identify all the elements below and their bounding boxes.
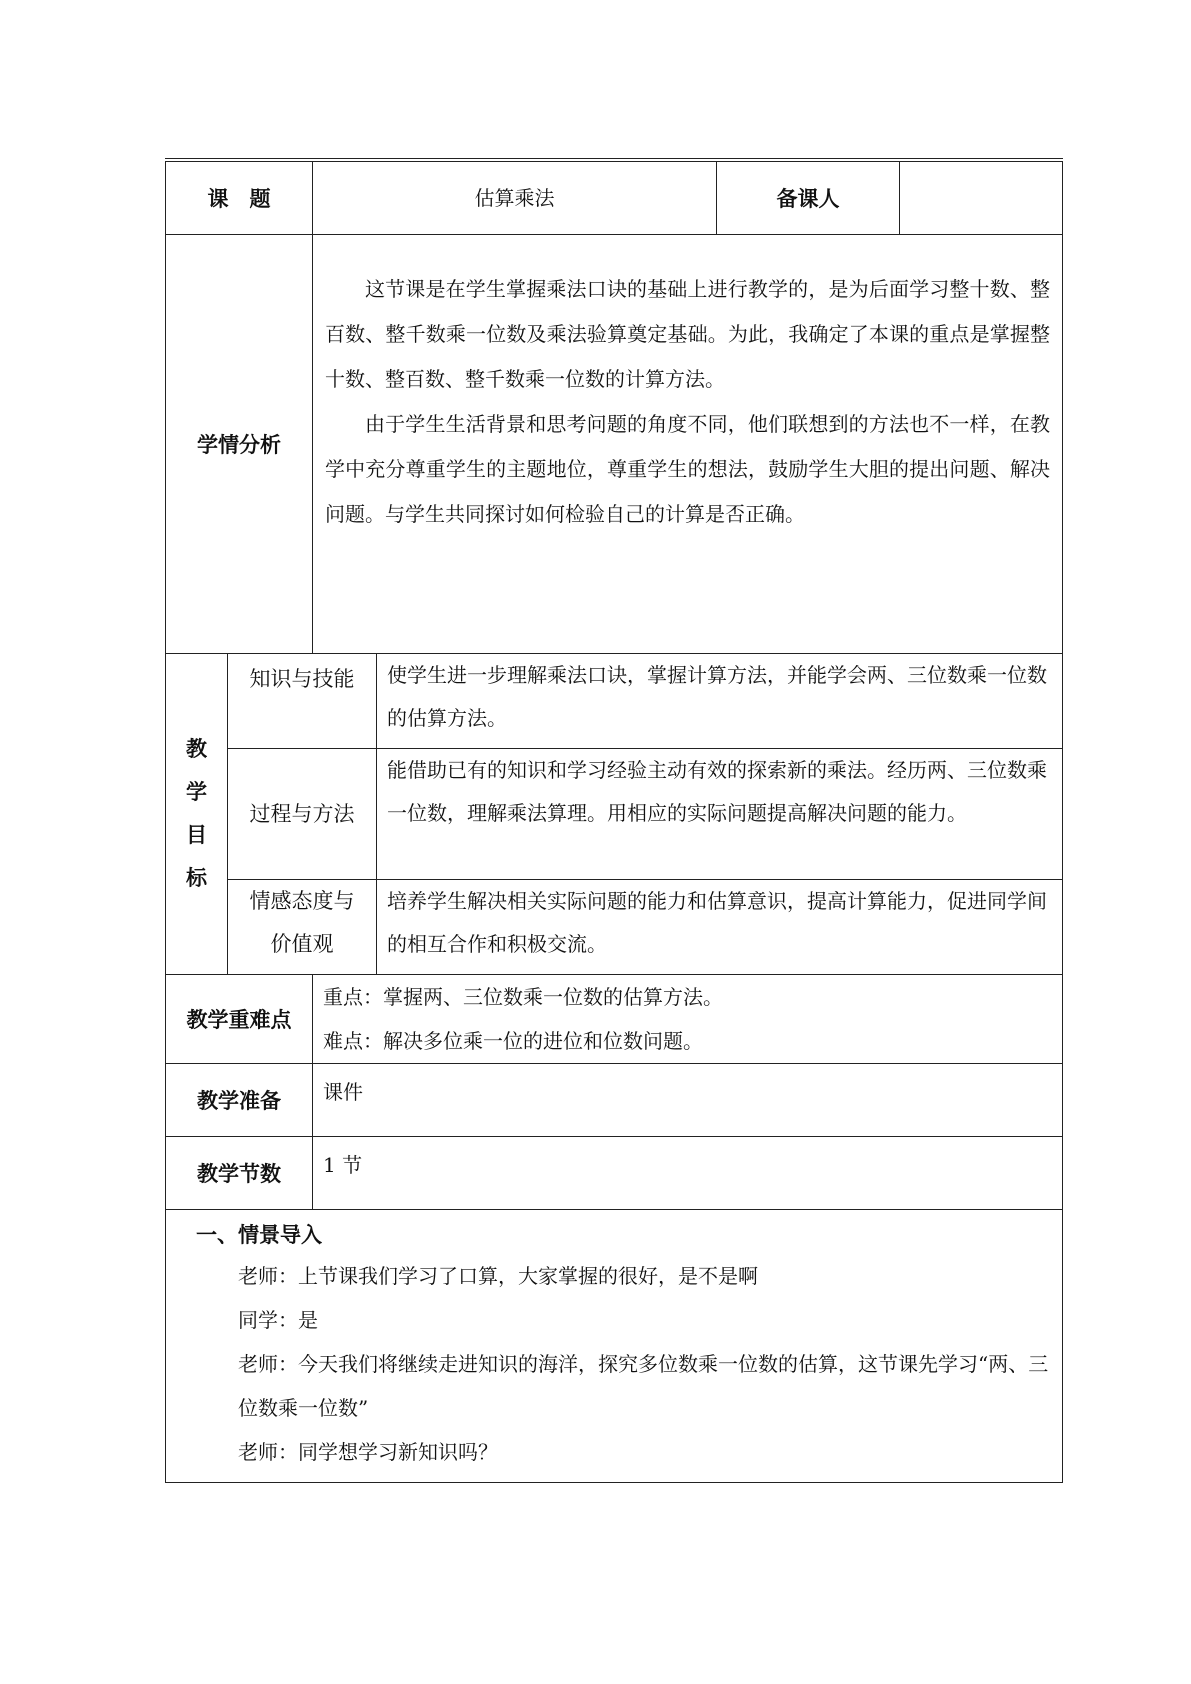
periods-row <box>166 1137 1063 1210</box>
goal-process-label: 过程与方法 <box>228 749 377 880</box>
goal-knowledge-text: 使学生进一步理解乘法口诀，掌握计算方法，并能学会两、三位数乘一位数的估算方法。 <box>377 654 1063 749</box>
process-row <box>166 1210 1063 1483</box>
process-line-3: 老师：今天我们将继续走进知识的海洋，探究多位数乘一位数的估算，这节课先学习“两、三位数乘一位数” <box>238 1352 1049 1420</box>
analysis-row <box>166 235 1063 654</box>
goal-emotion-label-line-1: 情感态度与 <box>249 889 355 913</box>
process-line-2: 同学：是 <box>238 1308 318 1332</box>
goal-row-emotion <box>166 880 1063 975</box>
goals-label-char-1: 教 <box>186 737 207 761</box>
goals-label-char-2: 学 <box>186 780 207 804</box>
lesson-plan-document <box>165 158 1062 1483</box>
goal-emotion-text: 培养学生解决相关实际问题的能力和估算意识，提高计算能力，促进同学间的相互合作和积极交流。 <box>377 880 1063 975</box>
goals-label-char-4: 标 <box>186 866 207 890</box>
periods-label: 教学节数 <box>166 1137 313 1210</box>
process-line-1: 老师：上节课我们学习了口算，大家掌握的很好，是不是啊 <box>238 1264 758 1288</box>
key-points-content <box>313 975 1063 1064</box>
key-points-row <box>166 975 1063 1064</box>
preparation-label: 教学准备 <box>166 1064 313 1137</box>
analysis-paragraph-1: 这节课是在学生掌握乘法口诀的基础上进行教学的，是为后面学习整十数、整百数、整千数乘一位数及乘法验算奠定基础。为此，我确定了本课的重点是掌握整十数、整百数、整千数乘一位数的计算方法。 <box>325 277 1050 391</box>
topic-label: 课 题 <box>166 160 313 235</box>
preparer-label: 备课人 <box>717 160 900 235</box>
title-row <box>166 160 1063 235</box>
key-points-focus: 重点：掌握两、三位数乘一位数的估算方法。 <box>323 985 723 1009</box>
goal-emotion-label <box>228 880 377 975</box>
goals-label-char-3: 目 <box>186 823 207 847</box>
key-points-label: 教学重难点 <box>166 975 313 1064</box>
analysis-paragraph-2: 由于学生生活背景和思考问题的角度不同，他们联想到的方法也不一样，在教学中充分尊重学生的主题地位，尊重学生的想法，鼓励学生大胆的提出问题、解决问题。与学生共同探讨如何检验自己的计算是否正确。 <box>325 412 1050 526</box>
process-heading: 一、情景导入 <box>196 1223 322 1247</box>
preparation-value: 课件 <box>313 1064 1063 1137</box>
key-points-difficulty: 难点：解决多位乘一位的进位和位数问题。 <box>323 1029 703 1053</box>
goal-row-process <box>166 749 1063 880</box>
process-line-4: 老师：同学想学习新知识吗？ <box>238 1440 498 1464</box>
goal-process-text: 能借助已有的知识和学习经验主动有效的探索新的乘法。经历两、三位数乘一位数，理解乘法算理。用相应的实际问题提高解决问题的能力。 <box>377 749 1063 880</box>
lesson-plan-table <box>165 158 1063 1483</box>
analysis-content <box>313 235 1063 654</box>
periods-value: 1 节 <box>313 1137 1063 1210</box>
process-content <box>166 1210 1063 1483</box>
preparer-value <box>900 160 1063 235</box>
goals-label <box>166 654 228 975</box>
goal-knowledge-label: 知识与技能 <box>228 654 377 749</box>
topic-value: 估算乘法 <box>313 160 717 235</box>
analysis-label: 学情分析 <box>166 235 313 654</box>
goal-row-knowledge <box>166 654 1063 749</box>
goal-emotion-label-line-2: 价值观 <box>270 932 334 956</box>
preparation-row <box>166 1064 1063 1137</box>
